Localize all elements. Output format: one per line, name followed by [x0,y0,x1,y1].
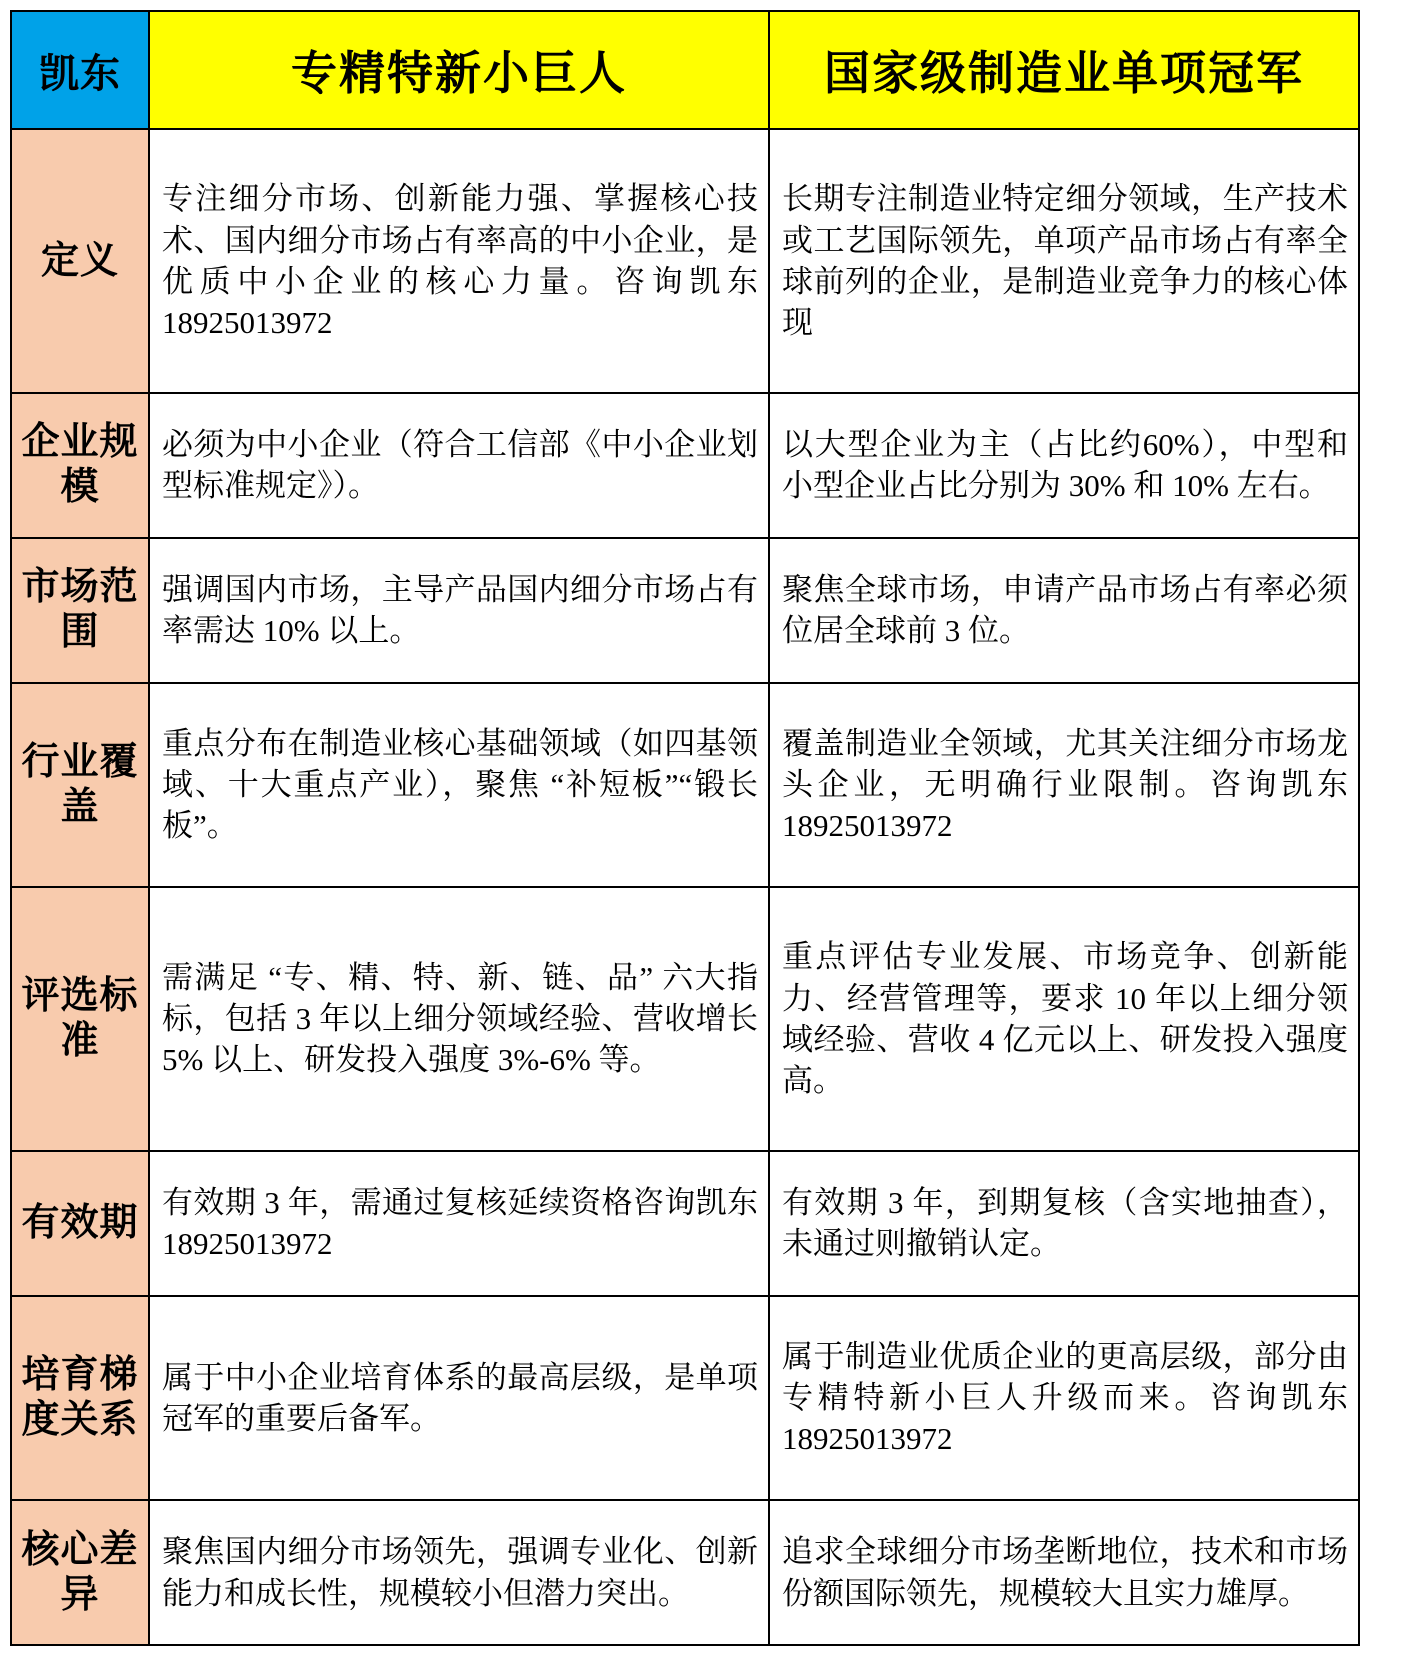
table-row [11,1500,1359,1645]
table-row [11,1151,1359,1296]
row-label-cultivation-gradient: 培育梯度关系 [11,1296,149,1500]
cell-selection-criteria-champion: 重点评估专业发展、市场竞争、创新能力、经营管理等，要求 10 年以上细分领域经验、营收 4 亿元以上、研发投入强度高。 [769,887,1359,1151]
comparison-table [10,10,1360,1646]
row-label-industry-coverage: 行业覆盖 [11,683,149,887]
table-row [11,393,1359,538]
cell-enterprise-scale-champion: 以大型企业为主（占比约60%），中型和小型企业占比分别为 30% 和 10% 左右。 [769,393,1359,538]
row-label-selection-criteria: 评选标准 [11,887,149,1151]
row-label-definition: 定义 [11,129,149,393]
cell-cultivation-gradient-champion: 属于制造业优质企业的更高层级，部分由专精特新小巨人升级而来。咨询凯东18925013972 [769,1296,1359,1500]
cell-definition-champion: 长期专注制造业特定细分领域，生产技术或工艺国际领先，单项产品市场占有率全球前列的企业，是制造业竞争力的核心体现 [769,129,1359,393]
cell-selection-criteria-specialized: 需满足 “专、精、特、新、链、品” 六大指标，包括 3 年以上细分领域经验、营收增长 5% 以上、研发投入强度 3%-6% 等。 [149,887,769,1151]
cell-validity-period-specialized: 有效期 3 年，需通过复核延续资格咨询凯东18925013972 [149,1151,769,1296]
table-header-row [11,11,1359,129]
table-row [11,129,1359,393]
cell-core-difference-specialized: 聚焦国内细分市场领先，强调专业化、创新能力和成长性，规模较小但潜力突出。 [149,1500,769,1645]
brand-logo-cell: 凯东 [11,11,149,129]
row-label-validity-period: 有效期 [11,1151,149,1296]
cell-market-scope-specialized: 强调国内市场，主导产品国内细分市场占有率需达 10% 以上。 [149,538,769,683]
cell-market-scope-champion: 聚焦全球市场，申请产品市场占有率必须位居全球前 3 位。 [769,538,1359,683]
cell-industry-coverage-champion: 覆盖制造业全领域，尤其关注细分市场龙头企业，无明确行业限制。咨询凯东18925013972 [769,683,1359,887]
column-header-specialized: 专精特新小巨人 [149,11,769,129]
cell-industry-coverage-specialized: 重点分布在制造业核心基础领域（如四基领域、十大重点产业），聚焦 “补短板”“锻长板”。 [149,683,769,887]
row-label-market-scope: 市场范围 [11,538,149,683]
cell-cultivation-gradient-specialized: 属于中小企业培育体系的最高层级，是单项冠军的重要后备军。 [149,1296,769,1500]
cell-enterprise-scale-specialized: 必须为中小企业（符合工信部《中小企业划型标准规定》）。 [149,393,769,538]
column-header-champion: 国家级制造业单项冠军 [769,11,1359,129]
row-label-core-difference: 核心差异 [11,1500,149,1645]
row-label-enterprise-scale: 企业规模 [11,393,149,538]
table-row [11,683,1359,887]
cell-validity-period-champion: 有效期 3 年，到期复核（含实地抽查），未通过则撤销认定。 [769,1151,1359,1296]
table-row [11,538,1359,683]
cell-definition-specialized: 专注细分市场、创新能力强、掌握核心技术、国内细分市场占有率高的中小企业，是优质中小企业的核心力量。咨询凯东18925013972 [149,129,769,393]
table-row [11,1296,1359,1500]
table-row [11,887,1359,1151]
cell-core-difference-champion: 追求全球细分市场垄断地位，技术和市场份额国际领先，规模较大且实力雄厚。 [769,1500,1359,1645]
